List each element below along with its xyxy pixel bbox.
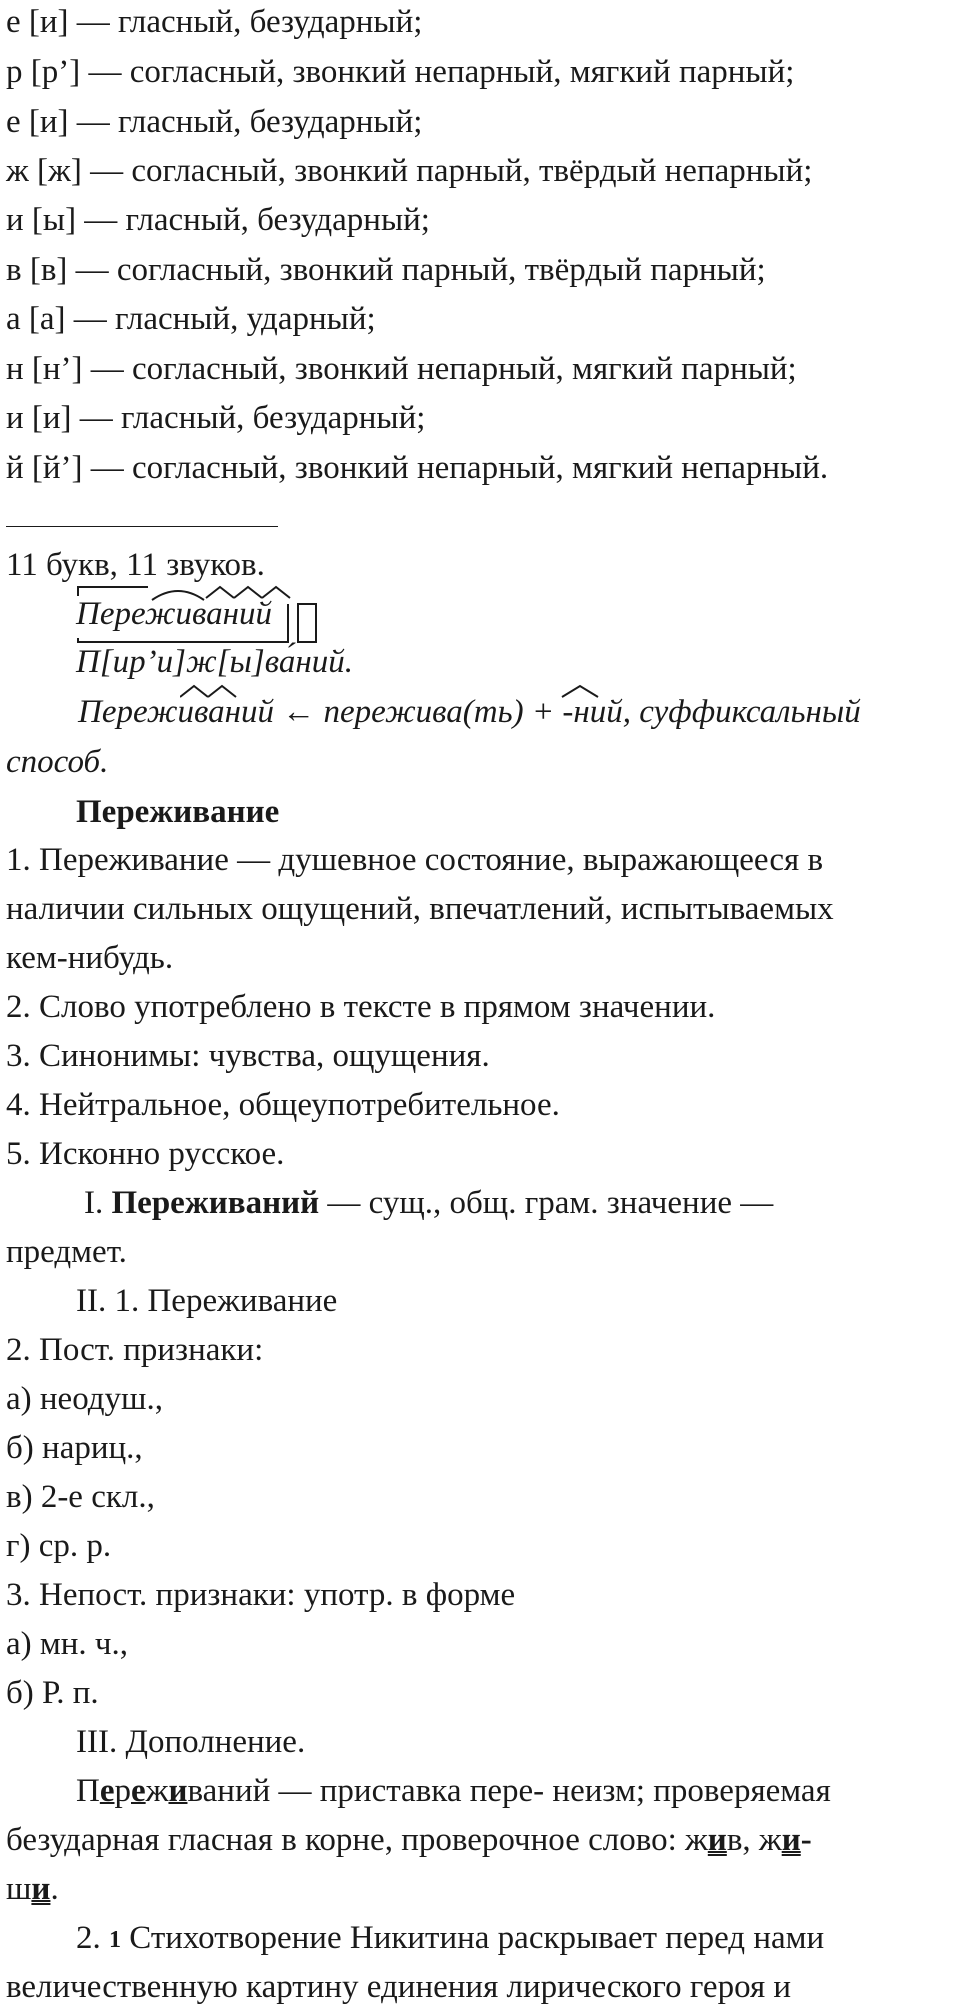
spelling-vowel: и bbox=[31, 1871, 51, 1907]
spelling-line-1 bbox=[76, 1771, 831, 1811]
spelling-text: ш bbox=[6, 1871, 32, 1907]
phonetic-line: и [и] — гласный, безударный; bbox=[6, 400, 426, 436]
phonetic-line: е [и] — гласный, безударный; bbox=[6, 4, 423, 40]
derivation-base: пережива(ть) + bbox=[323, 694, 555, 730]
separator-line bbox=[6, 526, 278, 527]
phonetic-line: р [р’] — согласный, звонкий непарный, мягкий парный; bbox=[6, 54, 795, 90]
morph-item: 2. Пост. признаки: bbox=[6, 1332, 264, 1368]
spelling-text: в, ж bbox=[726, 1822, 782, 1858]
phonetic-line: н [н’] — согласный, звонкий непарный, мягкий парный; bbox=[6, 351, 797, 387]
letter-count: 11 букв, 11 звуков. bbox=[6, 547, 265, 583]
spelling-letter: ж bbox=[145, 1773, 169, 1809]
spelling-letter: П bbox=[76, 1773, 100, 1809]
suffix-mark bbox=[262, 587, 290, 598]
suffix-mark bbox=[234, 587, 262, 598]
phonetic-line: й [й’] — согласный, звонкий непарный, мягкий непарный. bbox=[6, 450, 829, 486]
phonetic-line: а [а] — гласный, ударный; bbox=[6, 301, 376, 337]
spelling-rest: — приставка пере- неизм; проверяемая bbox=[270, 1773, 831, 1809]
ending-box bbox=[298, 604, 316, 642]
morph-item: 3. Непост. признаки: употр. в форме bbox=[6, 1577, 516, 1613]
stem-mark bbox=[78, 604, 288, 642]
morph-item: б) Р. п. bbox=[6, 1675, 99, 1711]
spelling-dash: - bbox=[800, 1822, 812, 1858]
spelling-vowel: е bbox=[131, 1773, 146, 1809]
lexical-heading: Переживание bbox=[76, 794, 280, 830]
lexical-line: кем-нибудь. bbox=[6, 940, 174, 976]
lexical-line: 1. Переживание — душевное состояние, выражающееся в bbox=[6, 842, 824, 878]
derivation-method: , суффиксальный bbox=[622, 694, 861, 730]
morph-item: б) нариц., bbox=[6, 1430, 143, 1466]
suffix-mark bbox=[562, 686, 598, 697]
morph-line-cont: предмет. bbox=[6, 1234, 127, 1270]
morph-numeral: I. bbox=[84, 1185, 104, 1221]
phonetic-line: е [и] — гласный, безударный; bbox=[6, 104, 423, 140]
spelling-vowel: и bbox=[168, 1773, 188, 1809]
suffix-mark bbox=[206, 587, 234, 598]
task-text: Стихотворение Никитина раскрывает перед нами bbox=[129, 1920, 825, 1956]
morph-line-1 bbox=[84, 1183, 773, 1223]
spelling-text: безударная гласная в корне, проверочное слово: ж bbox=[6, 1822, 708, 1858]
spelling-letter: ваний bbox=[187, 1773, 271, 1809]
morph-item: III. Дополнение. bbox=[76, 1724, 306, 1760]
derivation-suffix: -ний bbox=[562, 694, 623, 730]
transcription: П[ир’и]ж[ы]ва́ний. bbox=[76, 644, 353, 680]
phonetic-line: ж [ж] — согласный, звонкий парный, твёрдый непарный; bbox=[6, 153, 813, 189]
spelling-text: . bbox=[50, 1871, 59, 1907]
morph-item: II. 1. Переживание bbox=[76, 1283, 338, 1319]
spelling-vowel: и bbox=[707, 1822, 727, 1858]
morph-item: г) ср. р. bbox=[6, 1528, 112, 1564]
derivation-word: Переживаний bbox=[78, 694, 274, 730]
task-number: 2. bbox=[76, 1920, 101, 1956]
phonetic-line: в [в] — согласный, звонкий парный, твёрдый парный; bbox=[6, 252, 766, 288]
lexical-line: 3. Синонимы: чувства, ощущения. bbox=[6, 1038, 490, 1074]
morphemic-word: Переживаний bbox=[76, 596, 272, 632]
spelling-letter: р bbox=[114, 1773, 131, 1809]
suffix-mark bbox=[180, 686, 208, 697]
task2-line-1 bbox=[76, 1918, 824, 1960]
task-mark: 1 bbox=[109, 1927, 121, 1953]
morph-word: Переживаний bbox=[111, 1185, 320, 1221]
prefix-mark bbox=[78, 587, 148, 596]
derivation-marks bbox=[180, 684, 620, 700]
morph-desc: — сущ., общ. грам. значение — bbox=[327, 1185, 774, 1221]
spelling-line-2 bbox=[6, 1820, 812, 1860]
task2-line-2: величественную картину единения лирического героя и bbox=[6, 1969, 792, 2005]
suffix-mark bbox=[208, 686, 236, 697]
morpheme-marks bbox=[70, 584, 330, 646]
morph-item: а) мн. ч., bbox=[6, 1626, 129, 1662]
lexical-line: 5. Исконно русское. bbox=[6, 1136, 285, 1172]
lexical-line: 4. Нейтральное, общеупотребительное. bbox=[6, 1087, 560, 1123]
morph-item: а) неодуш., bbox=[6, 1381, 163, 1417]
lexical-line: наличии сильных ощущений, впечатлений, испытываемых bbox=[6, 891, 834, 927]
spelling-vowel: е bbox=[99, 1773, 115, 1809]
phonetic-line: и [ы] — гласный, безударный; bbox=[6, 202, 430, 238]
lexical-line: 2. Слово употреблено в тексте в прямом значении. bbox=[6, 989, 716, 1025]
root-mark bbox=[152, 591, 204, 600]
derivation-method-cont: способ. bbox=[6, 744, 109, 780]
derivation-arrow: ← bbox=[282, 694, 316, 730]
morph-item: в) 2-е скл., bbox=[6, 1479, 155, 1515]
spelling-line-3 bbox=[6, 1869, 59, 1909]
spelling-vowel: и bbox=[781, 1822, 801, 1858]
